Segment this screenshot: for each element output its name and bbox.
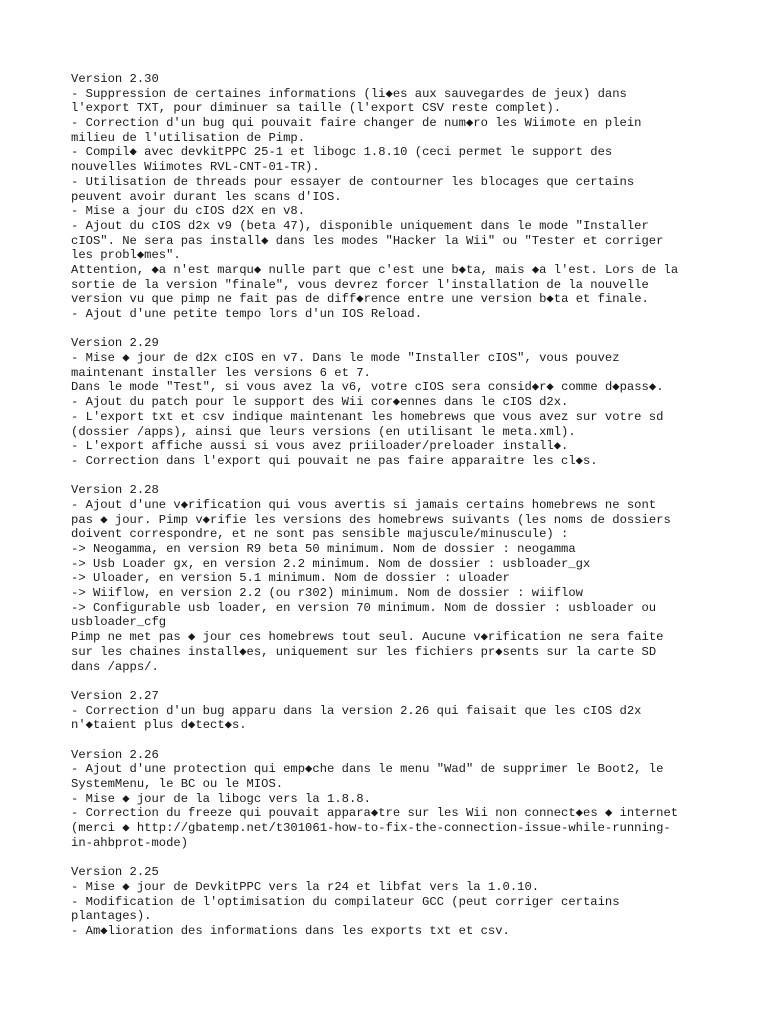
version-heading: Version 2.26 — [71, 747, 159, 762]
version-section — [71, 748, 711, 851]
changelog-line: - Ajout du patch pour le support des Wii cor◆ennes dans le cIOS d2x. — [71, 395, 569, 410]
changelog-line: - Ajout d'une protection qui emp◆che dans le menu "Wad" de supprimer le Boot2, le — [71, 762, 664, 777]
version-heading: Version 2.28 — [71, 483, 159, 498]
changelog-line: - L'export txt et csv indique maintenant les homebrews que vous avez sur votre sd — [71, 409, 664, 424]
changelog-line: Dans le mode "Test", si vous avez la v6, votre cIOS sera consid◆r◆ comme d◆pass◆. — [71, 380, 664, 395]
version-section — [71, 483, 711, 674]
changelog-line: (dossier /apps), ainsi que leurs versions (en utilisant le meta.xml). — [71, 424, 576, 439]
changelog-line: usbloader_cfg — [71, 615, 167, 630]
changelog-line: - Mise a jour du cIOS d2X en v8. — [71, 204, 306, 219]
changelog-line: - Correction d'un bug qui pouvait faire changer de num◆ro les Wiimote en plein — [71, 116, 642, 131]
version-section — [71, 72, 711, 322]
changelog-line: - Utilisation de threads pour essayer de contourner les blocages que certains — [71, 174, 635, 189]
changelog-document — [71, 72, 711, 953]
changelog-line: peuvent avoir durant les scans d'IOS. — [71, 189, 342, 204]
version-heading: Version 2.29 — [71, 336, 159, 351]
changelog-line: -> Usb Loader gx, en version 2.2 minimum. Nom de dossier : usbloader_gx — [71, 556, 591, 571]
version-heading: Version 2.25 — [71, 865, 159, 880]
changelog-line: les probl◆mes". — [71, 248, 181, 263]
changelog-line: -> Configurable usb loader, en version 70 minimum. Nom de dossier : usbloader ou — [71, 600, 657, 615]
changelog-line: SystemMenu, le BC ou le MIOS. — [71, 777, 284, 791]
changelog-line: -> Wiiflow, en version 2.2 (ou r302) minimum. Nom de dossier : wiiflow — [71, 586, 583, 601]
changelog-line: maintenant installer les versions 6 et 7. — [71, 365, 371, 380]
changelog-line: Attention, ◆a n'est marqu◆ nulle part que c'est une b◆ta, mais ◆a l'est. Lors de la — [71, 262, 679, 277]
changelog-line: in-ahbprot-mode) — [71, 835, 189, 850]
changelog-line: - Correction d'un bug apparu dans la version 2.26 qui faisait que les cIOS d2x — [71, 703, 642, 718]
changelog-line: - Mise ◆ jour de d2x cIOS en v7. Dans le mode "Installer cIOS", vous pouvez — [71, 351, 620, 366]
changelog-line: - Am◆lioration des informations dans les exports txt et csv. — [71, 923, 510, 938]
changelog-line: - Correction dans l'export qui pouvait ne pas faire apparaitre les cl◆s. — [71, 453, 598, 468]
changelog-line: -> Neogamma, en version R9 beta 50 minimum. Nom de dossier : neogamma — [71, 542, 576, 556]
changelog-line: - Compil◆ avec devkitPPC 25-1 et libogc 1.8.10 (ceci permet le support des — [71, 145, 613, 160]
changelog-line: n'◆taient plus d◆tect◆s. — [71, 718, 247, 733]
version-section — [71, 336, 711, 468]
version-heading: Version 2.30 — [71, 72, 159, 86]
changelog-line: - Modification de l'optimisation du compilateur GCC (peut corriger certains — [71, 894, 620, 909]
changelog-line: - Mise ◆ jour de DevkitPPC vers la r24 et libfat vers la 1.0.10. — [71, 879, 540, 894]
changelog-line: l'export TXT, pour diminuer sa taille (l'export CSV reste complet). — [71, 101, 562, 116]
changelog-line: dans /apps/. — [71, 659, 159, 674]
changelog-line: sortie de la version "finale", vous devrez forcer l'installation de la nouvelle — [71, 277, 649, 292]
changelog-line: - Ajout d'une v◆rification qui vous avertis si jamais certains homebrews ne sont — [71, 497, 657, 512]
changelog-line: plantages). — [71, 909, 152, 924]
version-section — [71, 865, 711, 938]
changelog-line: (merci ◆ http://gbatemp.net/t301061-how-to-fix-the-connection-issue-while-running- — [71, 821, 671, 836]
changelog-line: Pimp ne met pas ◆ jour ces homebrews tout seul. Aucune v◆rification ne sera faite — [71, 630, 664, 645]
changelog-line: - Ajout d'une petite tempo lors d'un IOS Reload. — [71, 307, 423, 321]
changelog-line: nouvelles Wiimotes RVL-CNT-01-TR). — [71, 160, 320, 175]
changelog-line: - Suppression de certaines informations (li◆es aux sauvegardes de jeux) dans — [71, 86, 627, 101]
changelog-line: -> Uloader, en version 5.1 minimum. Nom de dossier : uloader — [71, 571, 510, 586]
changelog-line: - Ajout du cIOS d2x v9 (beta 47), disponible uniquement dans le mode "Installer — [71, 218, 649, 233]
version-section — [71, 689, 711, 733]
changelog-line: - Correction du freeze qui pouvait appara◆tre sur les Wii non connect◆es ◆ internet — [71, 806, 679, 821]
changelog-line: - Mise ◆ jour de la libogc vers la 1.8.8. — [71, 791, 371, 806]
changelog-line: pas ◆ jour. Pimp v◆rifie les versions des homebrews suivants (les noms de dossiers — [71, 512, 671, 527]
changelog-line: milieu de l'utilisation de Pimp. — [71, 130, 306, 145]
changelog-line: doivent correspondre, et ne sont pas sensible majuscule/minuscule) : — [71, 527, 569, 542]
changelog-line: sur les chaines install◆es, uniquement sur les fichiers pr◆sents sur la carte SD — [71, 644, 657, 659]
changelog-line: version vu que pimp ne fait pas de diff◆rence entre une version b◆ta et finale. — [71, 292, 649, 307]
version-heading: Version 2.27 — [71, 688, 159, 703]
changelog-line: cIOS". Ne sera pas install◆ dans les modes "Hacker la Wii" ou "Tester et corriger — [71, 233, 664, 248]
changelog-line: - L'export affiche aussi si vous avez priiloader/preloader install◆. — [71, 439, 569, 454]
